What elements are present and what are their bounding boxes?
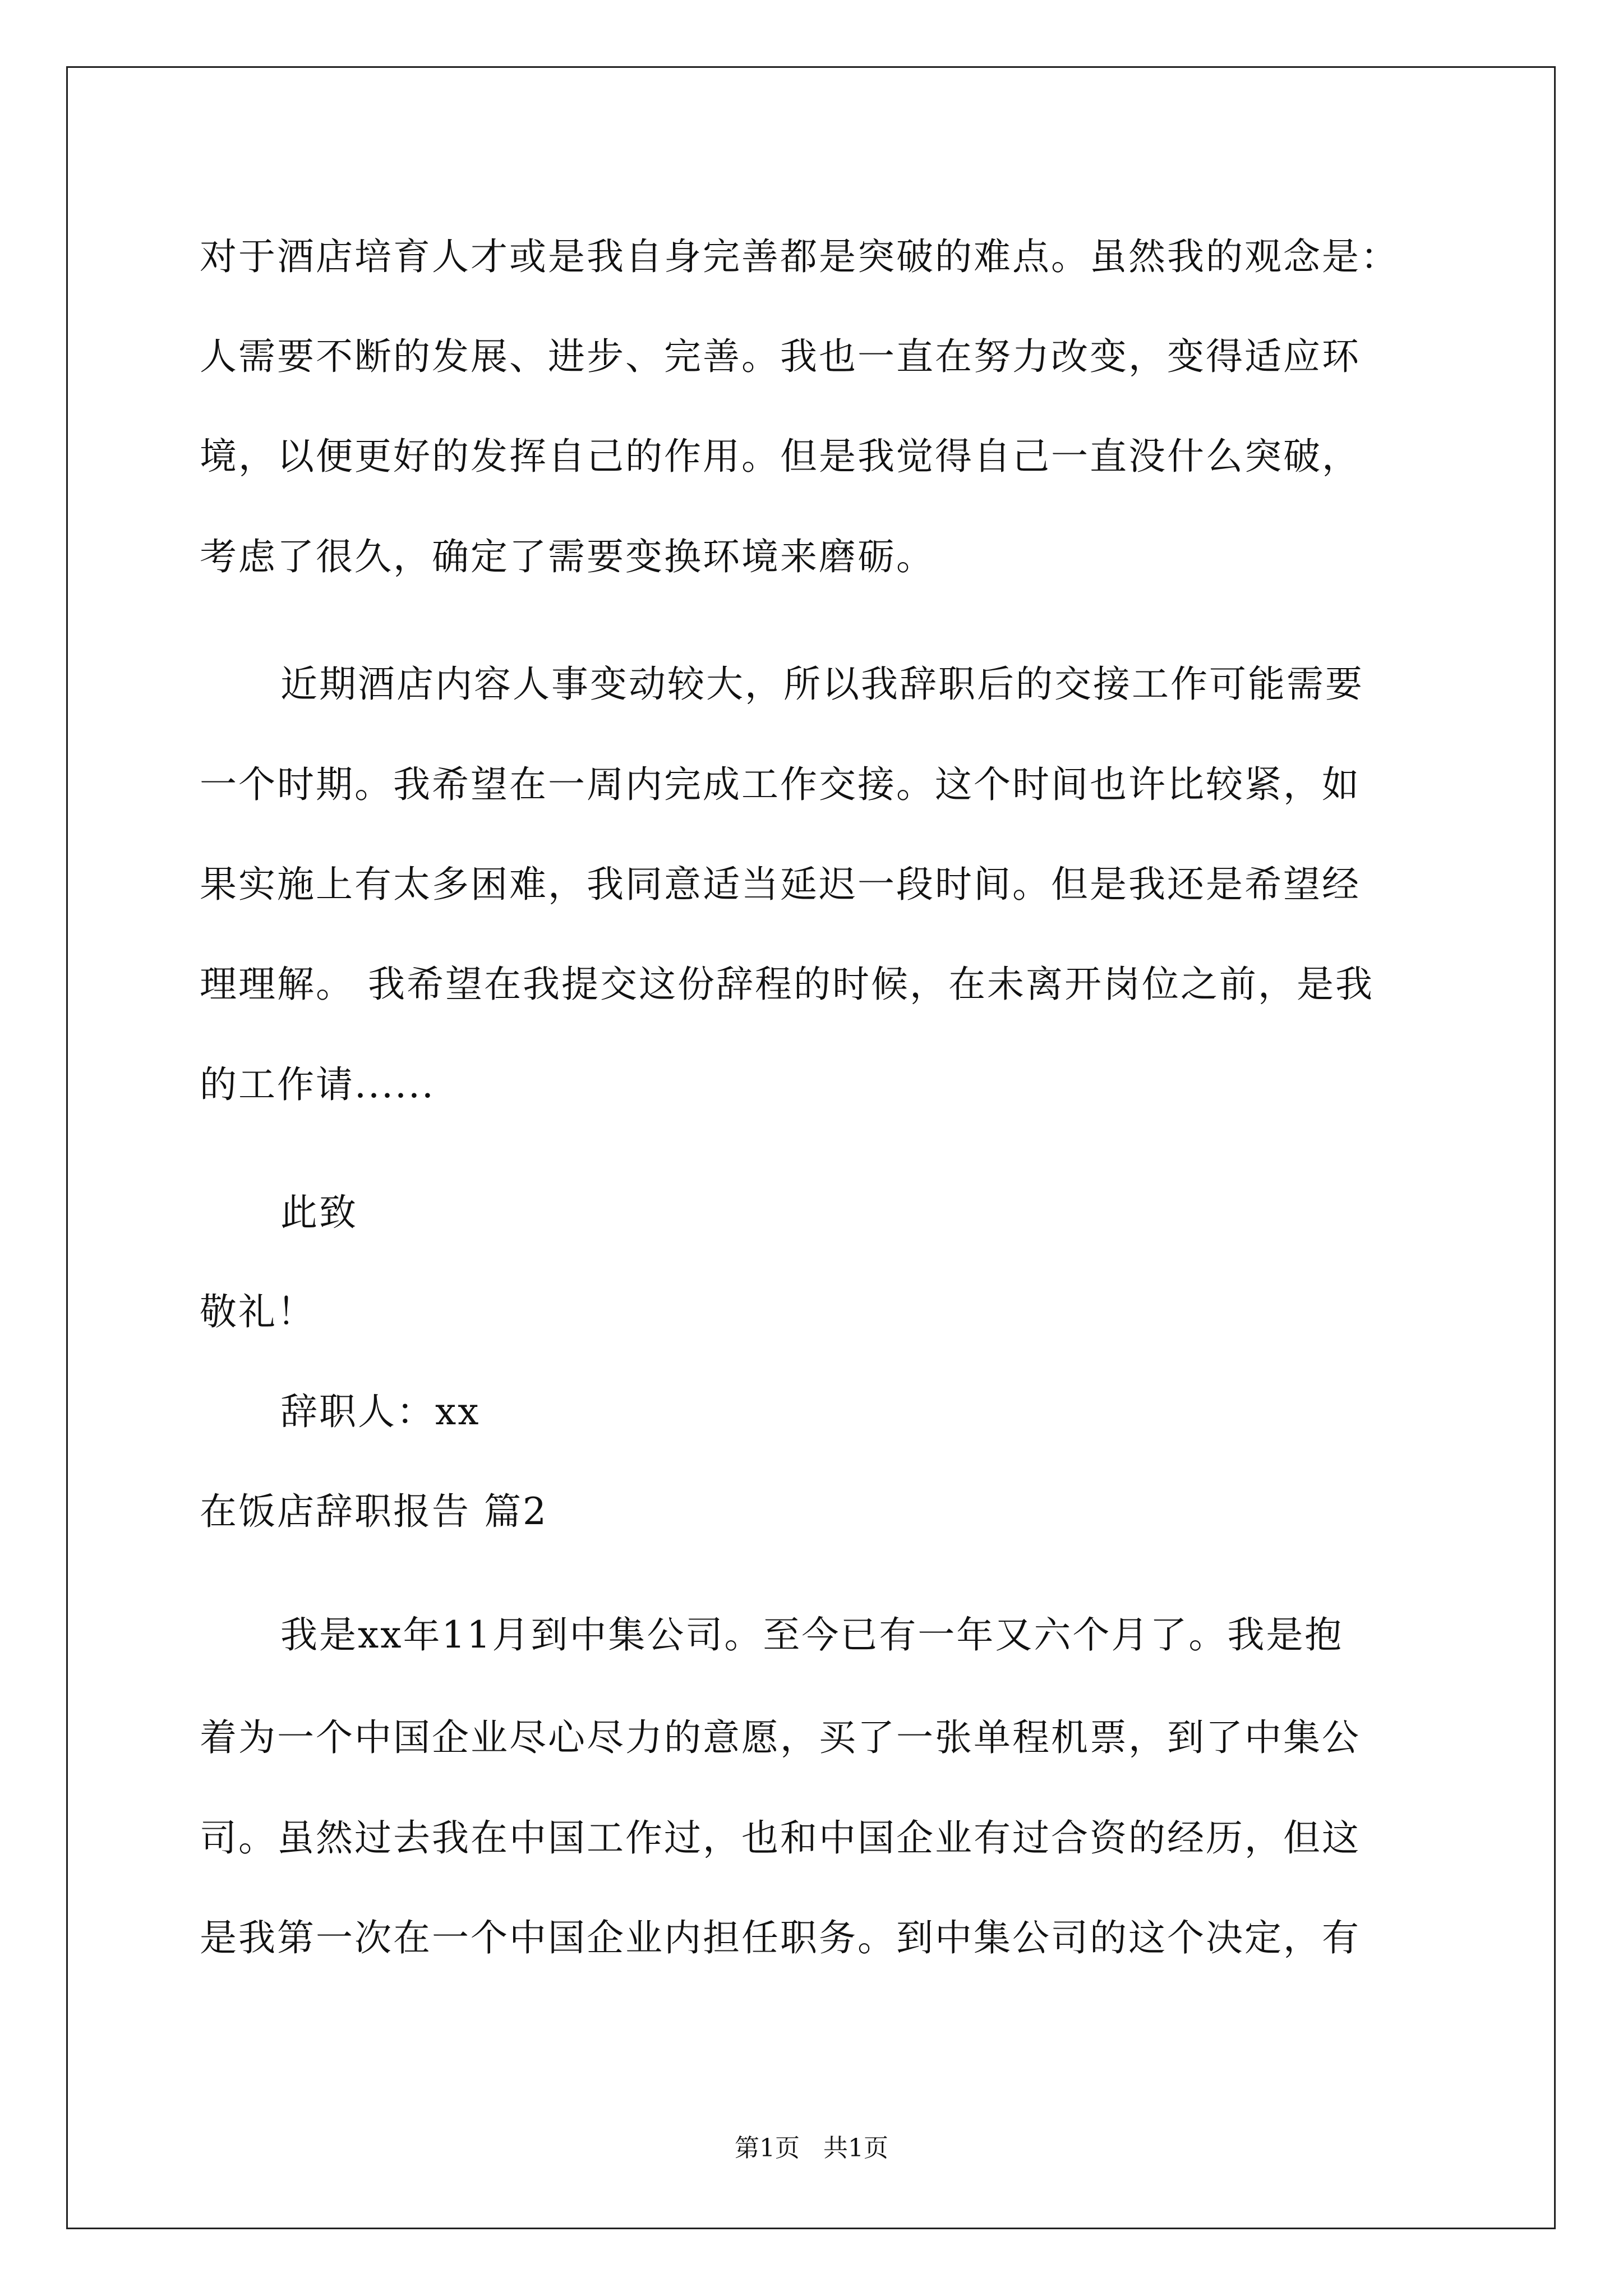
- text-line-8: 理理解。 我希望在我提交这份辞程的时候，在未离开岗位之前，是我: [200, 963, 1374, 1006]
- text-line-7: 果实施上有太多困难，我同意适当延迟一段时间。但是我还是希望经: [200, 863, 1361, 906]
- closing-salutation: 此致: [280, 1191, 358, 1234]
- text-line-4: 考虑了很久，确定了需要变换环境来磨砺。: [200, 535, 935, 578]
- text-line-15: 着为一个中国企业尽心尽力的意愿，买了一张单程机票，到了中集公: [200, 1716, 1361, 1759]
- signature-line: 辞职人：xx: [280, 1390, 481, 1433]
- section-heading: 在饭店辞职报告 篇2: [200, 1490, 548, 1533]
- text-line-9: 的工作请......: [200, 1063, 435, 1106]
- closing-regards: 敬礼！: [200, 1290, 316, 1333]
- text-line-16: 司。虽然过去我在中国工作过，也和中国企业有过合资的经历，但这: [200, 1816, 1361, 1860]
- text-line-17: 是我第一次在一个中国企业内担任职务。到中集公司的这个决定，有: [200, 1916, 1361, 1959]
- text-line-5: 近期酒店内容人事变动较大，所以我辞职后的交接工作可能需要: [280, 662, 1364, 706]
- text-line-14: 我是xx年11月到中集公司。至今已有一年又六个月了。我是抱: [280, 1613, 1344, 1657]
- page-border: [66, 66, 1556, 2229]
- text-line-1: 对于酒店培育人才或是我自身完善都是突破的难点。虽然我的观念是：: [200, 235, 1399, 278]
- page-footer: 第1页 共1页: [735, 2134, 888, 2162]
- text-line-3: 境，以便更好的发挥自己的作用。但是我觉得自己一直没什么突破，: [200, 435, 1361, 478]
- text-line-2: 人需要不断的发展、进步、完善。我也一直在努力改变，变得适应环: [200, 335, 1361, 378]
- text-line-6: 一个时期。我希望在一周内完成工作交接。这个时间也许比较紧，如: [200, 763, 1361, 806]
